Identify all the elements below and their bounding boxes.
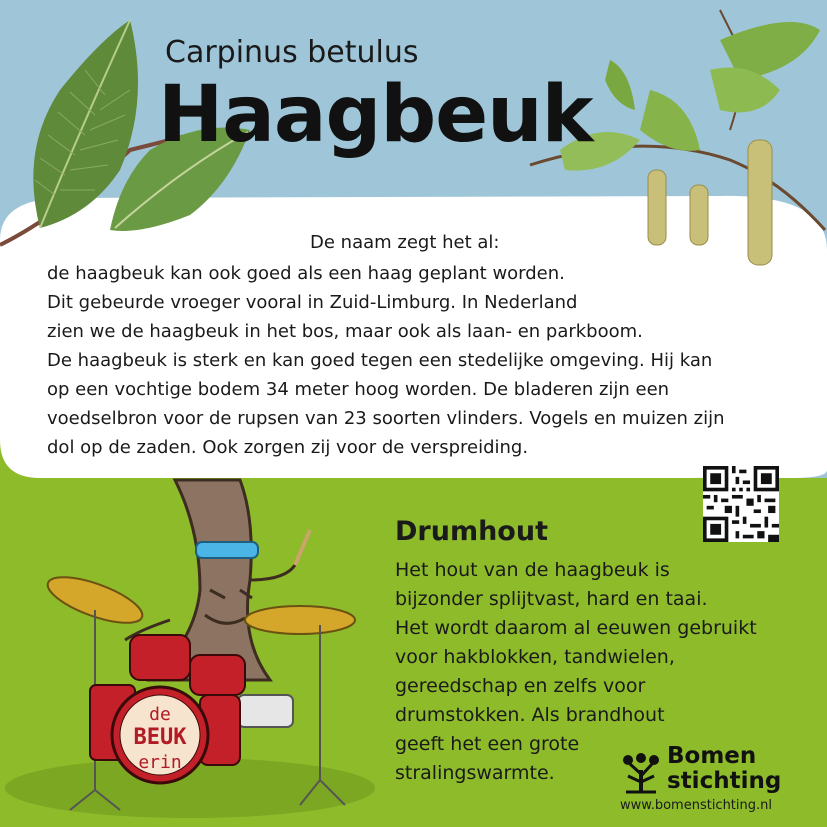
body-line: Het wordt daarom al eeuwen gebruikt bbox=[395, 617, 757, 639]
intro-line: Dit gebeurde vroeger vooral in Zuid-Limburg. In Nederland bbox=[47, 292, 578, 313]
badge-line-erin: erin bbox=[138, 752, 182, 773]
body-line: gereedschap en zelfs voor bbox=[395, 675, 646, 697]
body-line: Het hout van de haagbeuk is bbox=[395, 559, 670, 581]
section-heading: Drumhout bbox=[395, 516, 548, 547]
bomenstichting-tree-logo bbox=[620, 752, 662, 794]
intro-line: zien we de haagbeuk in het bos, maar ook als laan- en parkboom. bbox=[47, 321, 643, 342]
logo-wordmark[interactable] bbox=[667, 744, 781, 794]
intro-line: de haagbeuk kan ook goed als een haag geplant worden. bbox=[47, 263, 565, 284]
body-line: stralingswarmte. bbox=[395, 762, 555, 784]
intro-first-line: De naam zegt het al: bbox=[310, 232, 500, 253]
body-line: bijzonder splijtvast, hard en taai. bbox=[395, 588, 708, 610]
intro-paragraph bbox=[47, 259, 817, 462]
intro-line: voedselbron voor de rupsen van 23 soorten vlinders. Vogels en muizen zijn bbox=[47, 408, 725, 429]
latin-name: Carpinus betulus bbox=[165, 35, 419, 70]
body-line: geeft het een grote bbox=[395, 733, 580, 755]
website-link[interactable]: www.bomenstichting.nl bbox=[620, 798, 772, 813]
logo-line: Bomen bbox=[667, 743, 757, 769]
logo-line: stichting bbox=[667, 768, 782, 794]
badge-line-de: de bbox=[149, 704, 171, 725]
intro-line: dol op de zaden. Ook zorgen zij voor de verspreiding. bbox=[47, 437, 529, 458]
badge-line-beuk: BEUK bbox=[133, 725, 187, 750]
drumming-tree-illustration bbox=[0, 470, 400, 827]
qr-code[interactable] bbox=[703, 466, 779, 542]
intro-line: De haagbeuk is sterk en kan goed tegen een stedelijke omgeving. Hij kan bbox=[47, 350, 713, 371]
body-line: voor hakblokken, tandwielen, bbox=[395, 646, 675, 668]
body-line: drumstokken. Als brandhout bbox=[395, 704, 665, 726]
page-title: Haagbeuk bbox=[158, 70, 593, 160]
intro-line: op een vochtige bodem 34 meter hoog worden. De bladeren zijn een bbox=[47, 379, 670, 400]
